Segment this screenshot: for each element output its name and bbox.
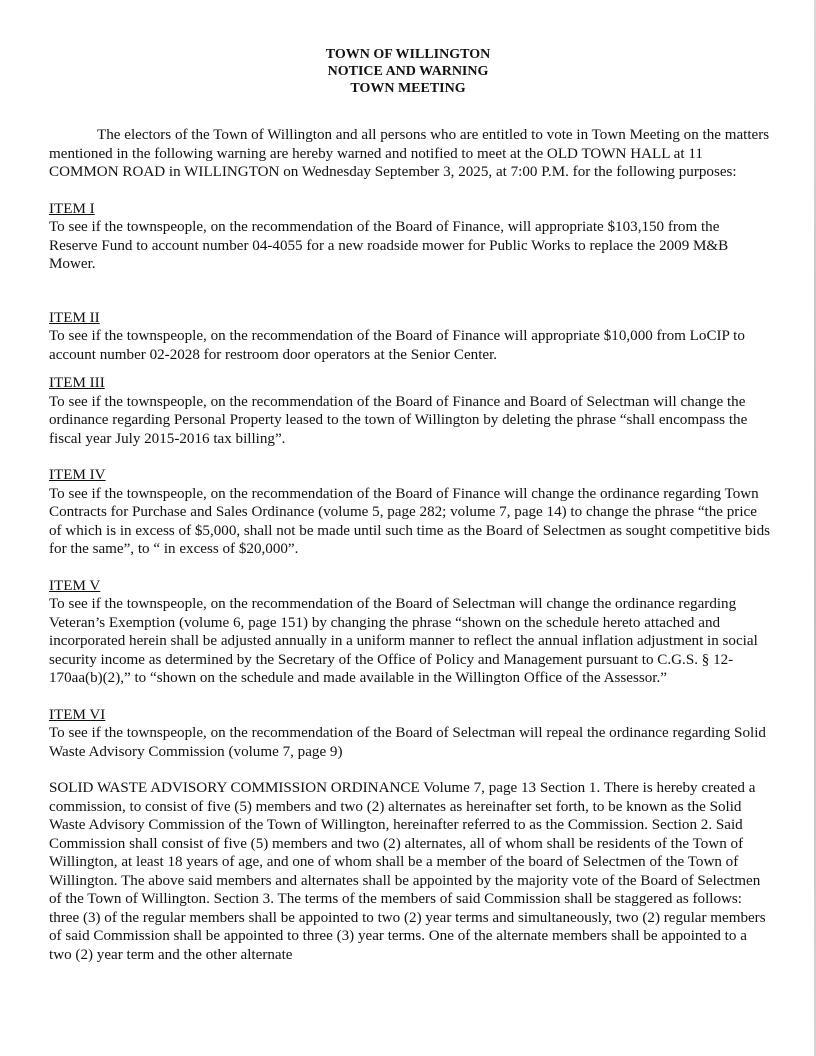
header-notice-title: NOTICE AND WARNING: [327, 64, 489, 79]
item-5-label: ITEM V: [49, 577, 101, 594]
item-1-text: To see if the townspeople, on the recommendation of the Board of Finance, will appropriate $103,150 from the Reserve Fund to account number 04-4055 for a new roadside mower for Public Works to replace the 2009 M&B Mower.: [49, 219, 729, 272]
ordinance-paragraph: SOLID WASTE ADVISORY COMMISSION ORDINANCE Volume 7, page 13 Section 1. There is hereby created a commission, to consist of five (5) members and two (2) alternates as hereinafter set forth, to be known as the Solid Waste Advisory Commission of the Town of Willington, hereinafter referred to as the Commission. Section 2. Said Commission shall consist of five (5) members and two (2) alternates, all of whom shall be residents of the Town of Willington, at least 18 years of age, and one of whom shall be a member of the board of Selectmen of the Town of Willington. The above said members and alternates shall be appointed by the majority vote of the Board of Selectmen of the Town of Willington. Section 3. The terms of the members of said Commission shall be staggered as follows: three (3) of the regular members shall be appointed to two (2) year terms and simultaneously, two (2) regular members of said Commission shall be appointed to three (3) year terms. One of the alternate members shall be appointed to a two (2) year term and the other alternate: [49, 780, 766, 963]
header-town-title: TOWN OF WILLINGTON: [325, 47, 491, 62]
header-meeting-title: TOWN MEETING: [350, 81, 466, 96]
item-6-text: To see if the townspeople, on the recommendation of the Board of Selectman will repeal the ordinance regarding Solid Waste Advisory Commission (volume 7, page 9): [49, 725, 766, 760]
intro-paragraph: The electors of the Town of Willington and all persons who are entitled to vote in Town Meeting on the matters mentioned in the following warning are hereby warned and notified to meet at the OLD TOWN HALL at 11 COMMON ROAD in WILLINGTON on Wednesday September 3, 2025, at 7:00 P.M. for the following purposes:: [49, 127, 770, 180]
item-3-text: To see if the townspeople, on the recommendation of the Board of Finance and Board of Selectman will change the ordinance regarding Personal Property leased to the town of Willington by deleting the phrase “shall encompass the fiscal year July 2015-2016 tax billing”.: [49, 393, 748, 447]
item-4-label: ITEM IV: [49, 467, 106, 483]
item-2-text: To see if the townspeople, on the recommendation of the Board of Finance will appropriate $10,000 from LoCIP to account number 02-2028 for restroom door operators at the Senior Center.: [49, 328, 745, 363]
document-header: [0, 46, 816, 97]
item-5-text: To see if the townspeople, on the recommendation of the Board of Selectman will change the ordinance regarding Veteran’s Exemption (volume 6, page 151) by changing the phrase “shown on the schedule hereto attached and incorporated herein shall be adjusted annually in a uniform manner to reflect the annual inflation adjustment in social security income as determined by the Secretary of the Office of Policy and Management pursuant to C.G.S. § 12-170aa(b)(2),” to “shown on the schedule and made available in the Willington Office of the Assessor.”: [49, 596, 758, 686]
item-2-label: ITEM II: [49, 309, 100, 326]
item-6-label: ITEM VI: [49, 706, 106, 723]
item-4-text: To see if the townspeople, on the recommendation of the Board of Finance will change the ordinance regarding Town Contracts for Purchase and Sales Ordinance (volume 5, page 282; volume 7, page 14) to change the phrase “the price of which is in excess of $5,000, shall not be made until such time as the Board of Selectmen as sought competitive bids for the same”, to “ in excess of $20,000”.: [49, 485, 771, 557]
document-body: [49, 126, 771, 964]
item-1-label: ITEM I: [49, 200, 95, 217]
item-3-label: ITEM III: [49, 375, 105, 391]
